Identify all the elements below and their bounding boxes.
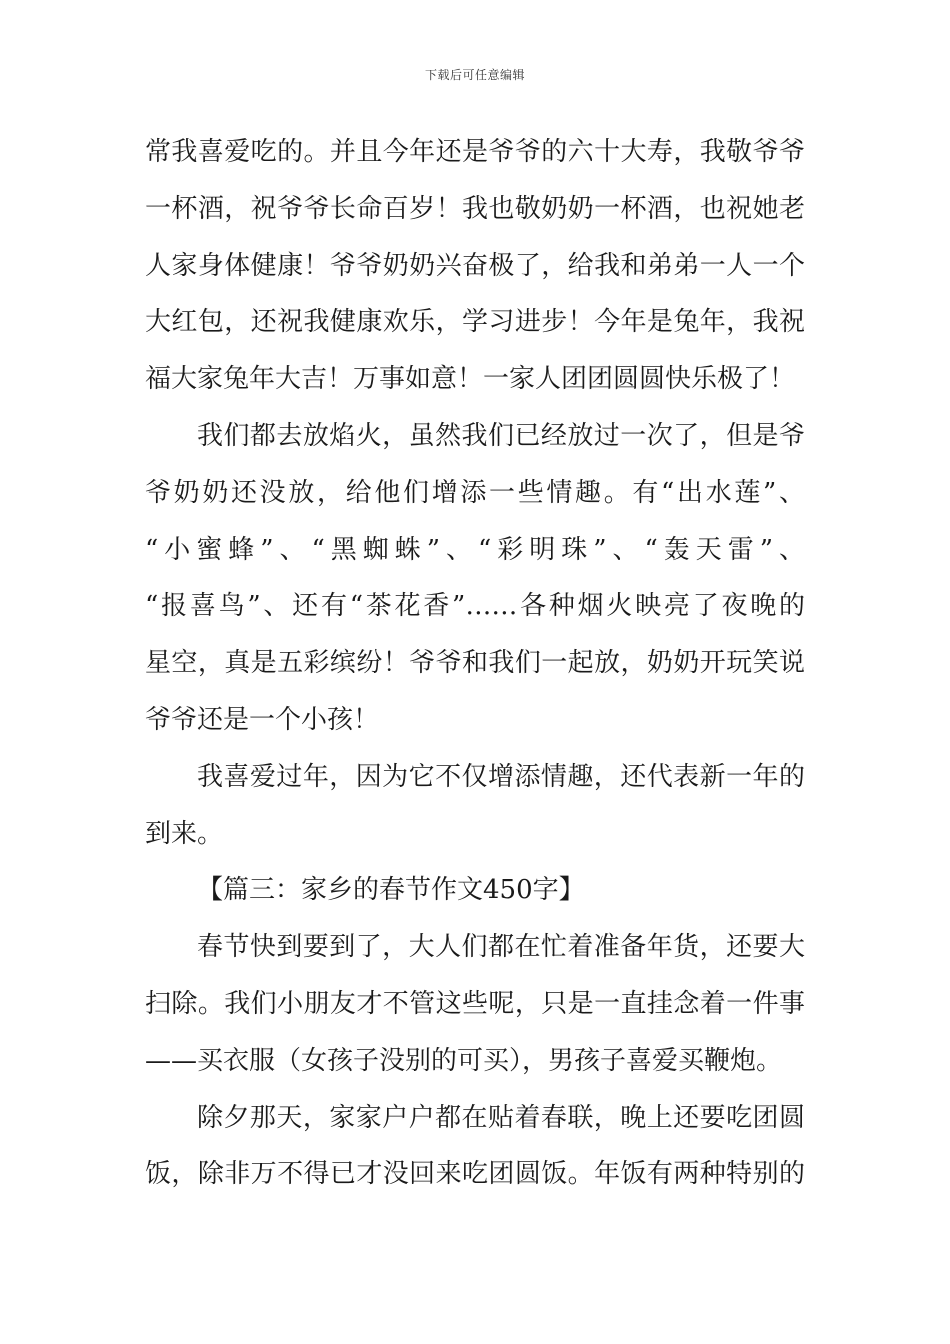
text-line: 大红包，还祝我健康欢乐，学习进步！今年是兔年，我祝 [145,307,805,338]
text-line: 福大家兔年大吉！万事如意！一家人团团圆圆快乐极了！ [145,364,796,395]
text-line: “报喜鸟”、还有“茶花香”……各种烟火映亮了夜晚的 [145,591,805,622]
text-line: 我喜爱过年，因为它不仅增添情趣，还代表新一年的 [197,761,805,792]
page-header: 下载后可任意编辑 [424,68,525,82]
text-line: ——买衣服（女孩子没别的可买），男孩子喜爱买鞭炮。 [145,1045,783,1076]
text-line: 爷爷还是一个小孩！ [145,704,380,735]
text-line: 我们都去放焰火，虽然我们已经放过一次了，但是爷 [197,420,805,451]
text-line: 爷奶奶还没放，给他们增添一些情趣。有“出水莲”、 [145,477,805,508]
section-heading: 【篇三：家乡的春节作文450字】 [197,875,585,906]
text-line: “小蜜蜂”、“黑蜘蛛”、“彩明珠”、“轰天雷”、 [145,534,805,565]
text-line: 饭，除非万不得已才没回来吃团圆饭。年饭有两种特别的 [145,1159,805,1190]
text-line: 一杯酒，祝爷爷长命百岁！我也敬奶奶一杯酒，也祝她老 [145,193,805,224]
text-line: 扫除。我们小朋友才不管这些呢，只是一直挂念着一件事 [145,988,805,1019]
text-line: 到来。 [145,818,224,849]
text-line: 常我喜爱吃的。并且今年还是爷爷的六十大寿，我敬爷爷 [145,137,805,167]
document-body [145,124,805,1203]
text-line: 春节快到要到了，大人们都在忙着准备年货，还要大 [197,932,805,963]
text-line: 除夕那天，家家户户都在贴着春联，晚上还要吃团圆 [197,1102,805,1133]
text-line: 人家身体健康！爷爷奶奶兴奋极了，给我和弟弟一人一个 [145,250,805,281]
text-line: 星空，真是五彩缤纷！爷爷和我们一起放，奶奶开玩笑说 [145,648,805,679]
